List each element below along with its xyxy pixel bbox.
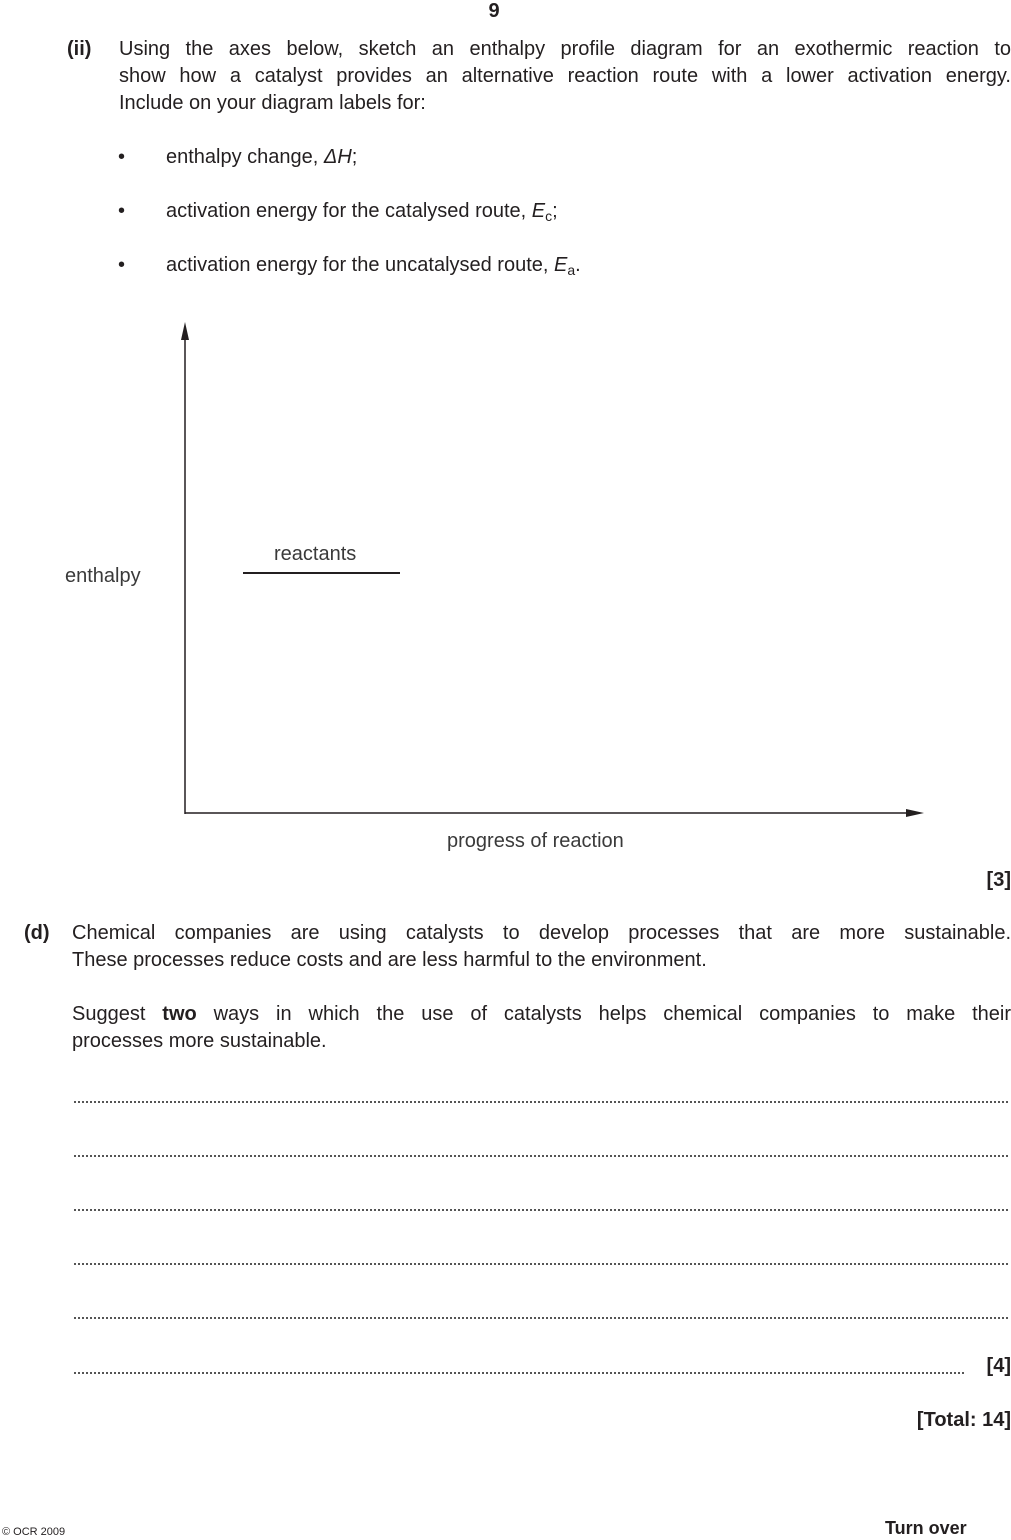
bullet-1-text: enthalpy change,: [166, 146, 324, 168]
answer-line-1[interactable]: [74, 1101, 1008, 1103]
answer-line-2[interactable]: [74, 1155, 1008, 1157]
x-axis-arrowhead: [906, 809, 924, 817]
y-axis-label: enthalpy: [65, 565, 141, 587]
bullet-3-suffix: .: [575, 254, 581, 276]
marks-d: [4]: [986, 1355, 1011, 1377]
y-axis-arrowhead: [181, 322, 189, 340]
bullet-2-suffix: ;: [552, 200, 558, 222]
question-d-para-1: [72, 920, 1011, 974]
bullet-marker-1: •: [118, 146, 126, 168]
answer-line-6[interactable]: [74, 1372, 964, 1374]
question-d-line-1: Chemical companies are using catalysts to develop processes that are more sustainable.: [72, 922, 1011, 944]
bullet-3-text: activation energy for the uncatalysed route,: [166, 254, 555, 276]
answer-line-4[interactable]: [74, 1263, 1008, 1265]
question-ii-line-2: show how a catalyst provides an alternative reaction route with a lower activation energy.: [119, 65, 1011, 87]
question-d-line-2: These processes reduce costs and are less harmful to the environment.: [72, 949, 707, 971]
bullet-2-text: activation energy for the catalysed route,: [166, 200, 532, 222]
bullet-marker-2: •: [118, 200, 126, 222]
bullet-2-var: E: [531, 200, 546, 222]
bullet-3-sub: a: [567, 262, 576, 278]
bullet-1-var: ΔH: [323, 146, 352, 168]
reactants-label: reactants: [274, 543, 357, 565]
bullet-3-var: E: [554, 254, 568, 276]
marks-ii: [3]: [986, 869, 1011, 891]
page-number: 9: [488, 0, 500, 22]
copyright: © OCR 2009: [2, 1526, 66, 1538]
para2-rest: ways in which the use of catalysts helps chemical companies to make their: [196, 1003, 1011, 1025]
question-d-line-4: processes more sustainable.: [72, 1030, 327, 1052]
para2-prefix: Suggest: [72, 1003, 163, 1025]
question-ii-line-1: Using the axes below, sketch an enthalpy profile diagram for an exothermic reaction to: [119, 38, 1011, 60]
question-d-line-3: [72, 1001, 1011, 1028]
bullet-marker-3: •: [118, 254, 126, 276]
answer-line-3[interactable]: [74, 1209, 1008, 1211]
answer-line-5[interactable]: [74, 1317, 1008, 1319]
turn-over: Turn over: [885, 1518, 967, 1538]
bullet-1-suffix: ;: [351, 146, 358, 168]
x-axis-label: progress of reaction: [447, 830, 624, 852]
total-marks: [Total: 14]: [916, 1409, 1011, 1431]
question-label-ii: (ii): [67, 38, 92, 60]
para2-bold: two: [162, 1003, 197, 1025]
question-label-d: (d): [24, 922, 50, 944]
question-ii-line-3: Include on your diagram labels for:: [119, 92, 426, 114]
bullet-2-sub: c: [545, 208, 553, 224]
question-d-para-2: [72, 1001, 1011, 1055]
